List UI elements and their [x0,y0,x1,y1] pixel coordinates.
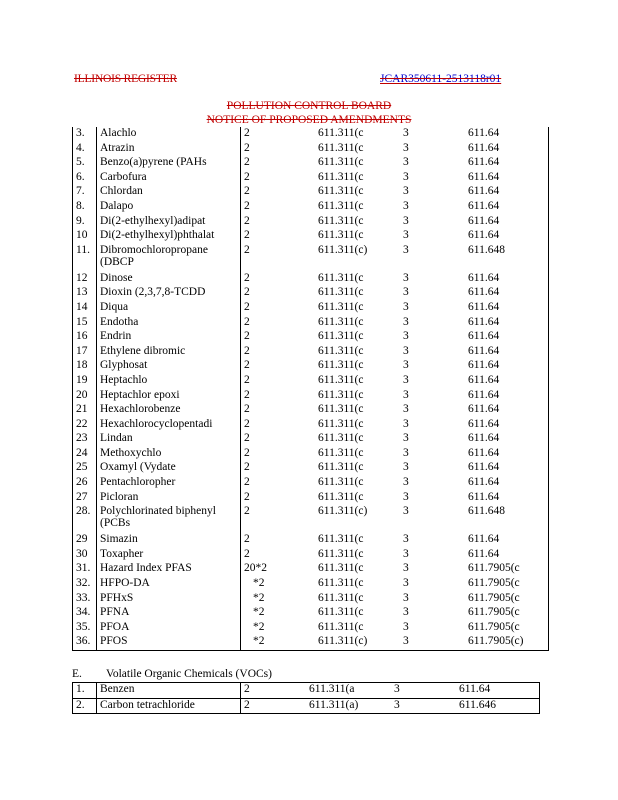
level-column: 2 [241,359,316,374]
frequency-column: 3 [403,591,409,604]
table-row [73,403,549,418]
section-ref: 611.311(c [318,591,364,604]
frequency-column: 3 [403,300,409,313]
section-ref: 611.311(c [318,156,364,169]
method-ref: 611.64 [465,171,549,186]
section-e-heading [72,668,272,680]
frequency-column: 3 [403,141,409,154]
voc-table [72,682,540,714]
row-number: 23 [73,432,97,447]
frequency-column: 3 [403,533,409,546]
table-row [73,635,549,650]
method-ref: 611.64 [465,461,549,476]
method-ref: 611.64 [465,185,549,200]
section-ref: 611.311(c [318,547,364,560]
method-ref: 611.648 [465,244,549,272]
frequency-column: 3 [403,388,409,401]
row-number: 11. [73,244,97,272]
level-column: 2 [241,330,316,345]
row-number: 3. [73,127,97,142]
table-row [73,592,549,607]
contaminant-name: Di(2-ethylhexyl)adipat [97,215,241,230]
contaminant-name: PFOS [97,635,241,650]
section-ref: 611.311(c) [315,635,400,650]
section-ref: 611.311(c [318,229,364,242]
contaminant-name: Alachlo [97,127,241,142]
contaminant-name: Methoxychlo [97,447,241,462]
method-ref: 611.64 [465,476,549,491]
contaminant-name: PFNA [97,606,241,621]
row-number: 32. [73,577,97,592]
method-ref: 611.64 [456,683,540,699]
contaminant-name: Atrazin [97,142,241,157]
level-column: 2 [241,683,307,699]
row-number: 9. [73,215,97,230]
section-ref: 611.311(c [318,141,364,154]
section-ref: 611.311(c [318,476,364,489]
contaminant-name: Dinose [97,272,241,287]
method-ref: 611.64 [465,403,549,418]
level-column: 2 [241,403,316,418]
method-ref: 611.64 [465,229,549,244]
section-ref: 611.311(c [318,432,364,445]
level-column: 2 [241,156,316,171]
frequency-column: 3 [403,476,409,489]
method-ref: 611.64 [465,389,549,404]
contaminant-name: Endrin [97,330,241,345]
level-column: 2 [241,301,316,316]
section-title: Volatile Organic Chemicals (VOCs) [106,668,272,680]
table-row [73,577,549,592]
section-letter: E. [72,668,82,680]
row-number: 12 [73,272,97,287]
table-row [73,491,549,506]
section-ref: 611.311(c [318,199,364,212]
frequency-column: 3 [403,286,409,299]
row-number: 7. [73,185,97,200]
level-column: 2 [241,533,316,548]
frequency-column: 3 [403,505,409,518]
level-column: 2 [241,200,316,215]
row-number: 26 [73,476,97,491]
row-number: 22 [73,418,97,433]
table-row [73,389,549,404]
level-column: 2 [241,447,316,462]
frequency-column: 3 [403,229,409,242]
method-ref: 611.648 [465,505,549,533]
level-column: 2 [241,229,316,244]
method-ref: 611.64 [465,142,549,157]
table-row [73,476,549,491]
table-row [73,606,549,621]
contaminant-name: Heptachlo [97,374,241,389]
level-column: 2 [241,272,316,287]
frequency-column: 3 [403,403,409,416]
contaminant-name: Heptachlor epoxi [97,389,241,404]
frequency-column: 3 [403,577,409,590]
level-column: 2 [241,171,316,186]
frequency-column: 3 [403,620,409,633]
row-number: 19 [73,374,97,389]
frequency-column: 3 [394,698,400,711]
level-column: 20*2 [241,562,316,577]
level-column: 2 [241,185,316,200]
table-row [73,432,549,447]
table-row [73,127,549,142]
row-number: 17 [73,345,97,360]
section-ref: 611.311(c [318,271,364,284]
table-row [73,330,549,345]
level-column: *2 [241,635,316,650]
method-ref: 611.646 [456,698,540,714]
section-ref: 611.311(c [318,127,364,139]
section-ref: 611.311(a) [309,698,359,711]
contaminant-name: Dibromochloropropane (DBCP [97,244,241,272]
section-ref: 611.311(c [318,620,364,633]
section-ref: 611.311(c [318,373,364,386]
contaminant-name: PFOA [97,621,241,636]
contaminant-name: Dalapo [97,200,241,215]
frequency-column: 3 [403,271,409,284]
level-column: 2 [241,316,316,331]
table-row [73,345,549,360]
method-ref: 611.7905(c [465,562,549,577]
level-column: 2 [241,418,316,433]
method-ref: 611.7905(c) [465,635,549,650]
row-number: 10 [73,229,97,244]
level-column: 2 [241,461,316,476]
method-ref: 611.64 [465,533,549,548]
table-row [73,447,549,462]
row-number: 14 [73,301,97,316]
table-row [73,621,549,636]
contaminant-name: Picloran [97,491,241,506]
level-column: 2 [241,548,316,563]
section-ref: 611.311(c [318,315,364,328]
table-row [73,301,549,316]
level-column: 2 [241,345,316,360]
method-ref: 611.7905(c [465,621,549,636]
contaminant-name: Diqua [97,301,241,316]
section-ref: 611.311(a [306,683,391,699]
method-ref: 611.64 [465,301,549,316]
frequency-column: 3 [403,243,409,256]
level-column: 2 [241,505,316,533]
row-number: 36. [73,635,97,650]
method-ref: 611.64 [465,447,549,462]
row-number: 33. [73,592,97,607]
table-row [73,185,549,200]
method-ref: 611.64 [465,215,549,230]
contaminant-name: Dioxin (2,3,7,8-TCDD [97,286,241,301]
contaminant-name: Hexachlorobenze [97,403,241,418]
frequency-column: 3 [403,359,409,372]
table-row [73,316,549,331]
table-row [73,244,549,272]
level-column: 2 [241,432,316,447]
table-row [73,548,549,563]
frequency-column: 3 [403,156,409,169]
frequency-column: 3 [403,373,409,386]
section-ref: 611.311(c [318,359,364,372]
contaminant-name: Oxamyl (Vydate [97,461,241,476]
section-ref: 611.311(c) [318,243,368,256]
frequency-column: 3 [403,562,409,575]
section-ref: 611.311(c [318,417,364,430]
frequency-column: 3 [403,185,409,198]
contaminant-name: Lindan [97,432,241,447]
table-row [73,505,549,533]
contaminant-name: Carbofura [97,171,241,186]
frequency-column: 3 [403,606,409,619]
contaminant-name: Ethylene dibromic [97,345,241,360]
table-row [73,683,540,699]
section-ref: 611.311(c [318,344,364,357]
contaminant-name: Polychlorinated biphenyl (PCBs [97,505,241,533]
table-row [73,272,549,287]
method-ref: 611.64 [465,548,549,563]
section-ref: 611.311(c [318,533,364,546]
contaminant-name: PFHxS [97,592,241,607]
contaminant-name: Toxapher [97,548,241,563]
section-ref: 611.311(c [318,286,364,299]
row-number: 8. [73,200,97,215]
table-row [73,142,549,157]
board-title: POLLUTION CONTROL BOARD [226,100,392,112]
row-number: 25 [73,461,97,476]
method-ref: 611.7905(c [465,606,549,621]
row-number: 4. [73,142,97,157]
contaminant-name: Simazin [97,533,241,548]
register-header: ILLINOIS REGISTER [74,73,177,85]
method-ref: 611.64 [465,316,549,331]
level-column: 2 [241,476,316,491]
row-number: 16 [73,330,97,345]
contaminant-name: Di(2-ethylhexyl)phthalat [97,229,241,244]
level-column: 2 [241,374,316,389]
contaminant-name: HFPO-DA [97,577,241,592]
section-ref: 611.311(c [318,170,364,183]
level-column: *2 [241,621,316,636]
table-row [73,562,549,577]
row-number: 20 [73,389,97,404]
contaminant-name: Benzen [97,683,241,699]
jcar-code: JCAR350611-2513118r01 [380,73,502,85]
row-number: 31. [73,562,97,577]
method-ref: 611.64 [465,272,549,287]
contaminant-name: Chlordan [97,185,241,200]
frequency-column: 3 [391,683,456,699]
notice-title: NOTICE OF PROPOSED AMENDMENTS [206,114,412,126]
method-ref: 611.64 [465,200,549,215]
frequency-column: 3 [403,170,409,183]
table-row [73,215,549,230]
frequency-column: 3 [403,127,409,139]
level-column: 2 [241,215,316,230]
table-row [73,200,549,215]
section-ref: 611.311(c [318,403,364,416]
section-ref: 611.311(c [318,577,364,590]
frequency-column: 3 [403,315,409,328]
level-column: *2 [241,606,316,621]
section-ref: 611.311(c [318,214,364,227]
contaminant-name: Endotha [97,316,241,331]
contaminant-name: Benzo(a)pyrene (PAHs [97,156,241,171]
method-ref: 611.64 [465,156,549,171]
contaminant-name: Hazard Index PFAS [97,562,241,577]
section-ref: 611.311(c [318,606,364,619]
level-column: *2 [241,577,316,592]
section-ref: 611.311(c [318,388,364,401]
method-ref: 611.7905(c [465,577,549,592]
frequency-column: 3 [403,214,409,227]
table-row [73,286,549,301]
row-number: 2. [73,698,97,714]
section-ref: 611.311(c) [318,505,368,518]
section-ref: 611.311(c [318,330,364,343]
table-row [73,698,540,714]
row-number: 27 [73,491,97,506]
row-number: 29 [73,533,97,548]
table-row [73,418,549,433]
frequency-column: 3 [403,330,409,343]
level-column: 2 [241,698,307,714]
method-ref: 611.64 [465,127,549,142]
table-row [73,156,549,171]
table-row [73,171,549,186]
section-ref: 611.311(c [318,461,364,474]
section-ref: 611.311(c [318,446,364,459]
level-column: 2 [241,127,316,142]
method-ref: 611.7905(c [465,592,549,607]
row-number: 24 [73,447,97,462]
method-ref: 611.64 [465,432,549,447]
method-ref: 611.64 [465,359,549,374]
frequency-column: 3 [403,461,409,474]
method-ref: 611.64 [465,374,549,389]
contaminant-name: Hexachlorocyclopentadi [97,418,241,433]
level-column: 2 [241,389,316,404]
frequency-column: 3 [403,417,409,430]
section-ref: 611.311(c [318,562,364,575]
method-ref: 611.64 [465,491,549,506]
level-column: 2 [241,286,316,301]
row-number: 35. [73,621,97,636]
row-number: 13 [73,286,97,301]
frequency-column: 3 [403,547,409,560]
table-row [73,374,549,389]
contaminant-table [72,127,549,651]
row-number: 5. [73,156,97,171]
frequency-column: 3 [403,432,409,445]
level-column: 2 [241,244,316,272]
contaminant-name: Glyphosat [97,359,241,374]
row-number: 30 [73,548,97,563]
row-number: 18 [73,359,97,374]
level-column: 2 [241,142,316,157]
method-ref: 611.64 [465,286,549,301]
row-number: 1. [73,683,97,699]
contaminant-name: Pentachloropher [97,476,241,491]
section-ref: 611.311(c [318,185,364,198]
frequency-column: 3 [403,344,409,357]
contaminant-name: Carbon tetrachloride [97,698,241,714]
row-number: 6. [73,171,97,186]
table-row [73,359,549,374]
method-ref: 611.64 [465,345,549,360]
row-number: 28. [73,505,97,533]
section-ref: 611.311(c [318,490,364,503]
frequency-column: 3 [403,199,409,212]
method-ref: 611.64 [465,330,549,345]
level-column: 2 [241,491,316,506]
frequency-column: 3 [403,490,409,503]
method-ref: 611.64 [465,418,549,433]
row-number: 15 [73,316,97,331]
table-row [73,533,549,548]
table-row [73,229,549,244]
section-ref: 611.311(c [318,300,364,313]
row-number: 21 [73,403,97,418]
table-row [73,461,549,476]
frequency-column: 3 [400,635,465,650]
level-column: *2 [241,592,316,607]
row-number: 34. [73,606,97,621]
frequency-column: 3 [403,446,409,459]
